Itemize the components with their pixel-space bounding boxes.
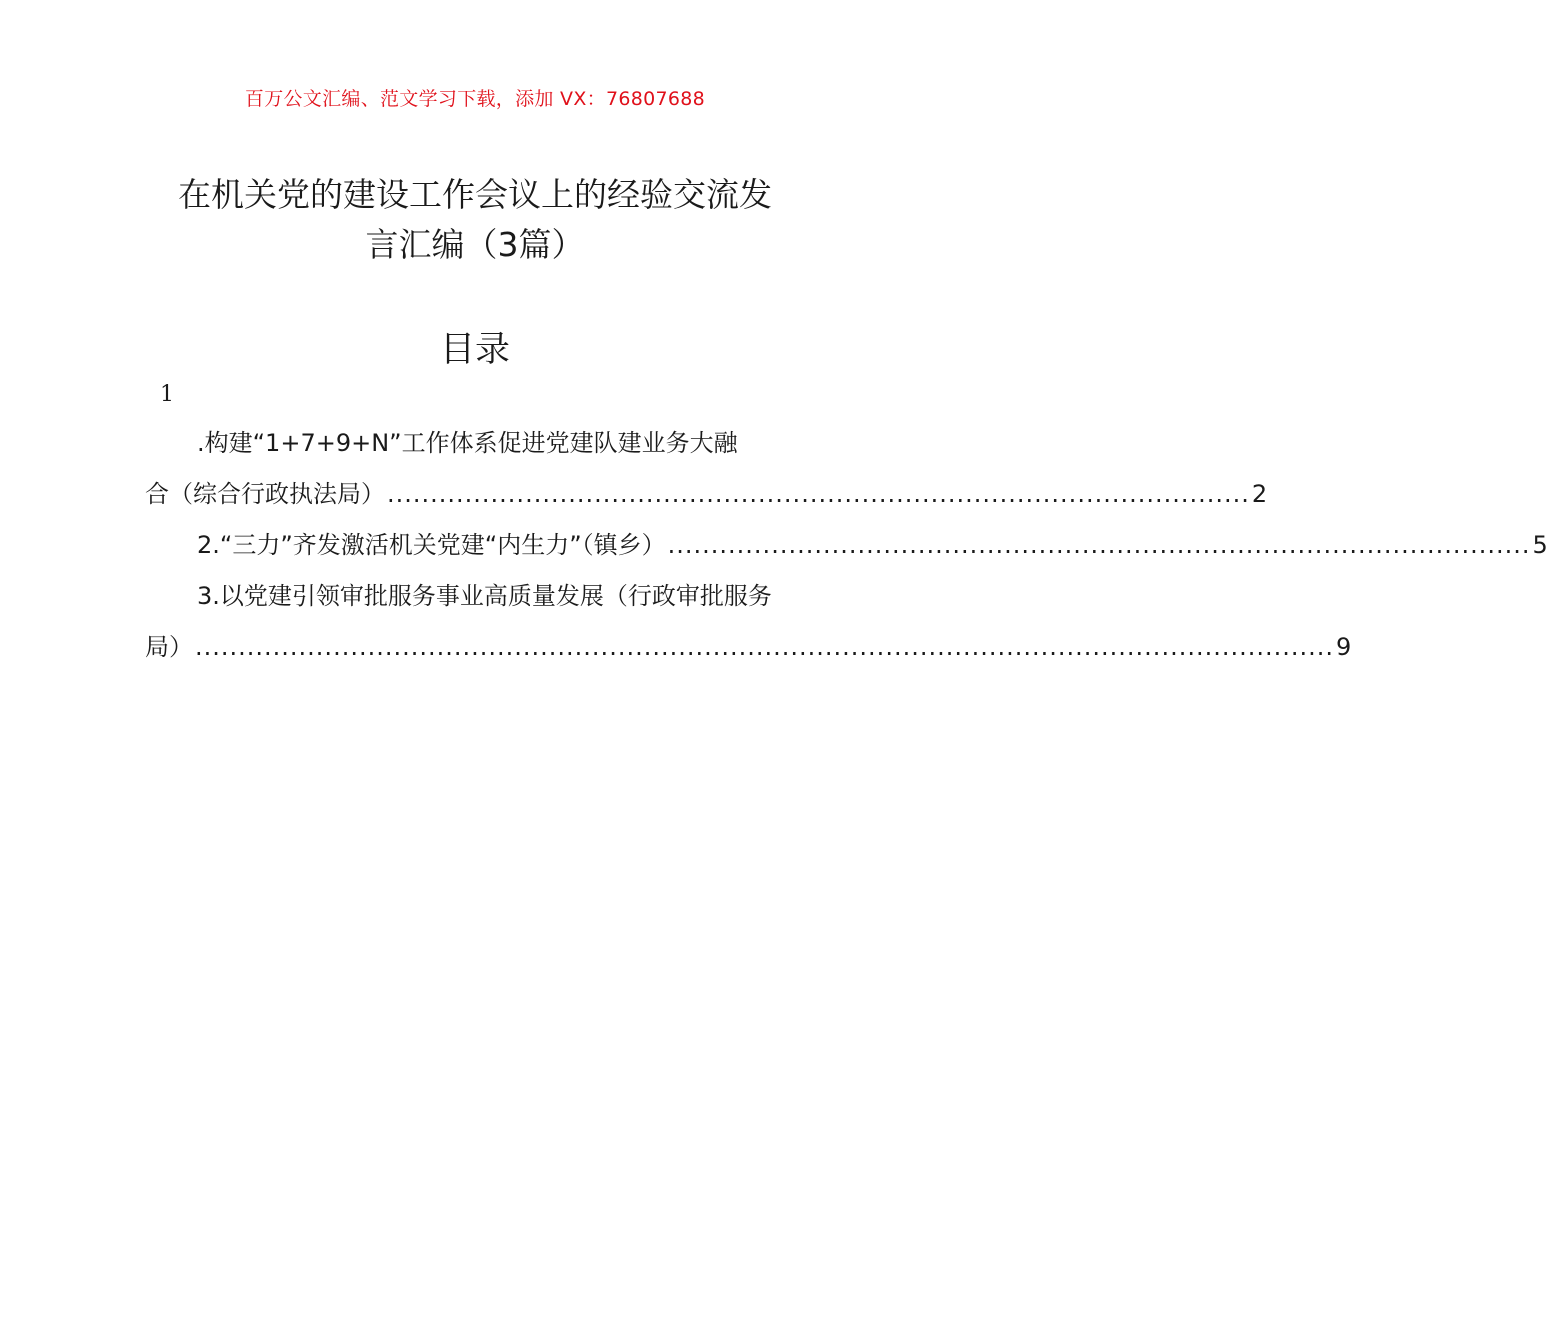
toc-entry-1-title-part-1: .构建“1+7+9+N”工作体系促进党建队建业务大融 [197, 429, 738, 457]
toc-entry-3-line-1[interactable] [145, 571, 806, 622]
toc-entry-3-line-2[interactable] [145, 622, 1352, 673]
toc-entry-3-title-part-2: 局） [145, 633, 193, 661]
toc-heading: 目录 [439, 330, 510, 370]
document-title-line-1: 在机关党的建设工作会议上的经验交流发 [178, 175, 772, 214]
toc-leader-dots: .................................................................................................................................... [195, 633, 1335, 661]
toc-entry-2-title: 2.“三力”齐发激活机关党建“内生力”（镇乡） [197, 531, 666, 559]
toc-stray-number: 1 [160, 382, 174, 407]
toc-entry-2-page: 5 [1532, 531, 1548, 559]
toc-entry-1-line-2[interactable] [145, 469, 1268, 520]
toc-entry-1-title-part-2: 合（综合行政执法局） [145, 480, 385, 508]
header-watermark-note: 百万公文汇编、范文学习下载，添加 VX：76807688 [244, 88, 706, 110]
document-title-line-2: 言汇编（3篇） [365, 225, 585, 264]
table-of-contents [145, 418, 1548, 673]
toc-entry-3-page: 9 [1336, 633, 1352, 661]
toc-entry-2-line-1[interactable] [145, 520, 1548, 571]
toc-entry-1-page: 2 [1251, 480, 1268, 508]
toc-entry-1-line-1[interactable] [145, 418, 806, 469]
toc-entry-3-title-part-1: 3.以党建引领审批服务事业高质量发展（行政审批服务 [197, 582, 772, 610]
document-title [140, 170, 810, 270]
toc-leader-dots: .................................................................................................... [387, 480, 1250, 508]
toc-leader-dots: .................................................................................................... [667, 531, 1531, 559]
